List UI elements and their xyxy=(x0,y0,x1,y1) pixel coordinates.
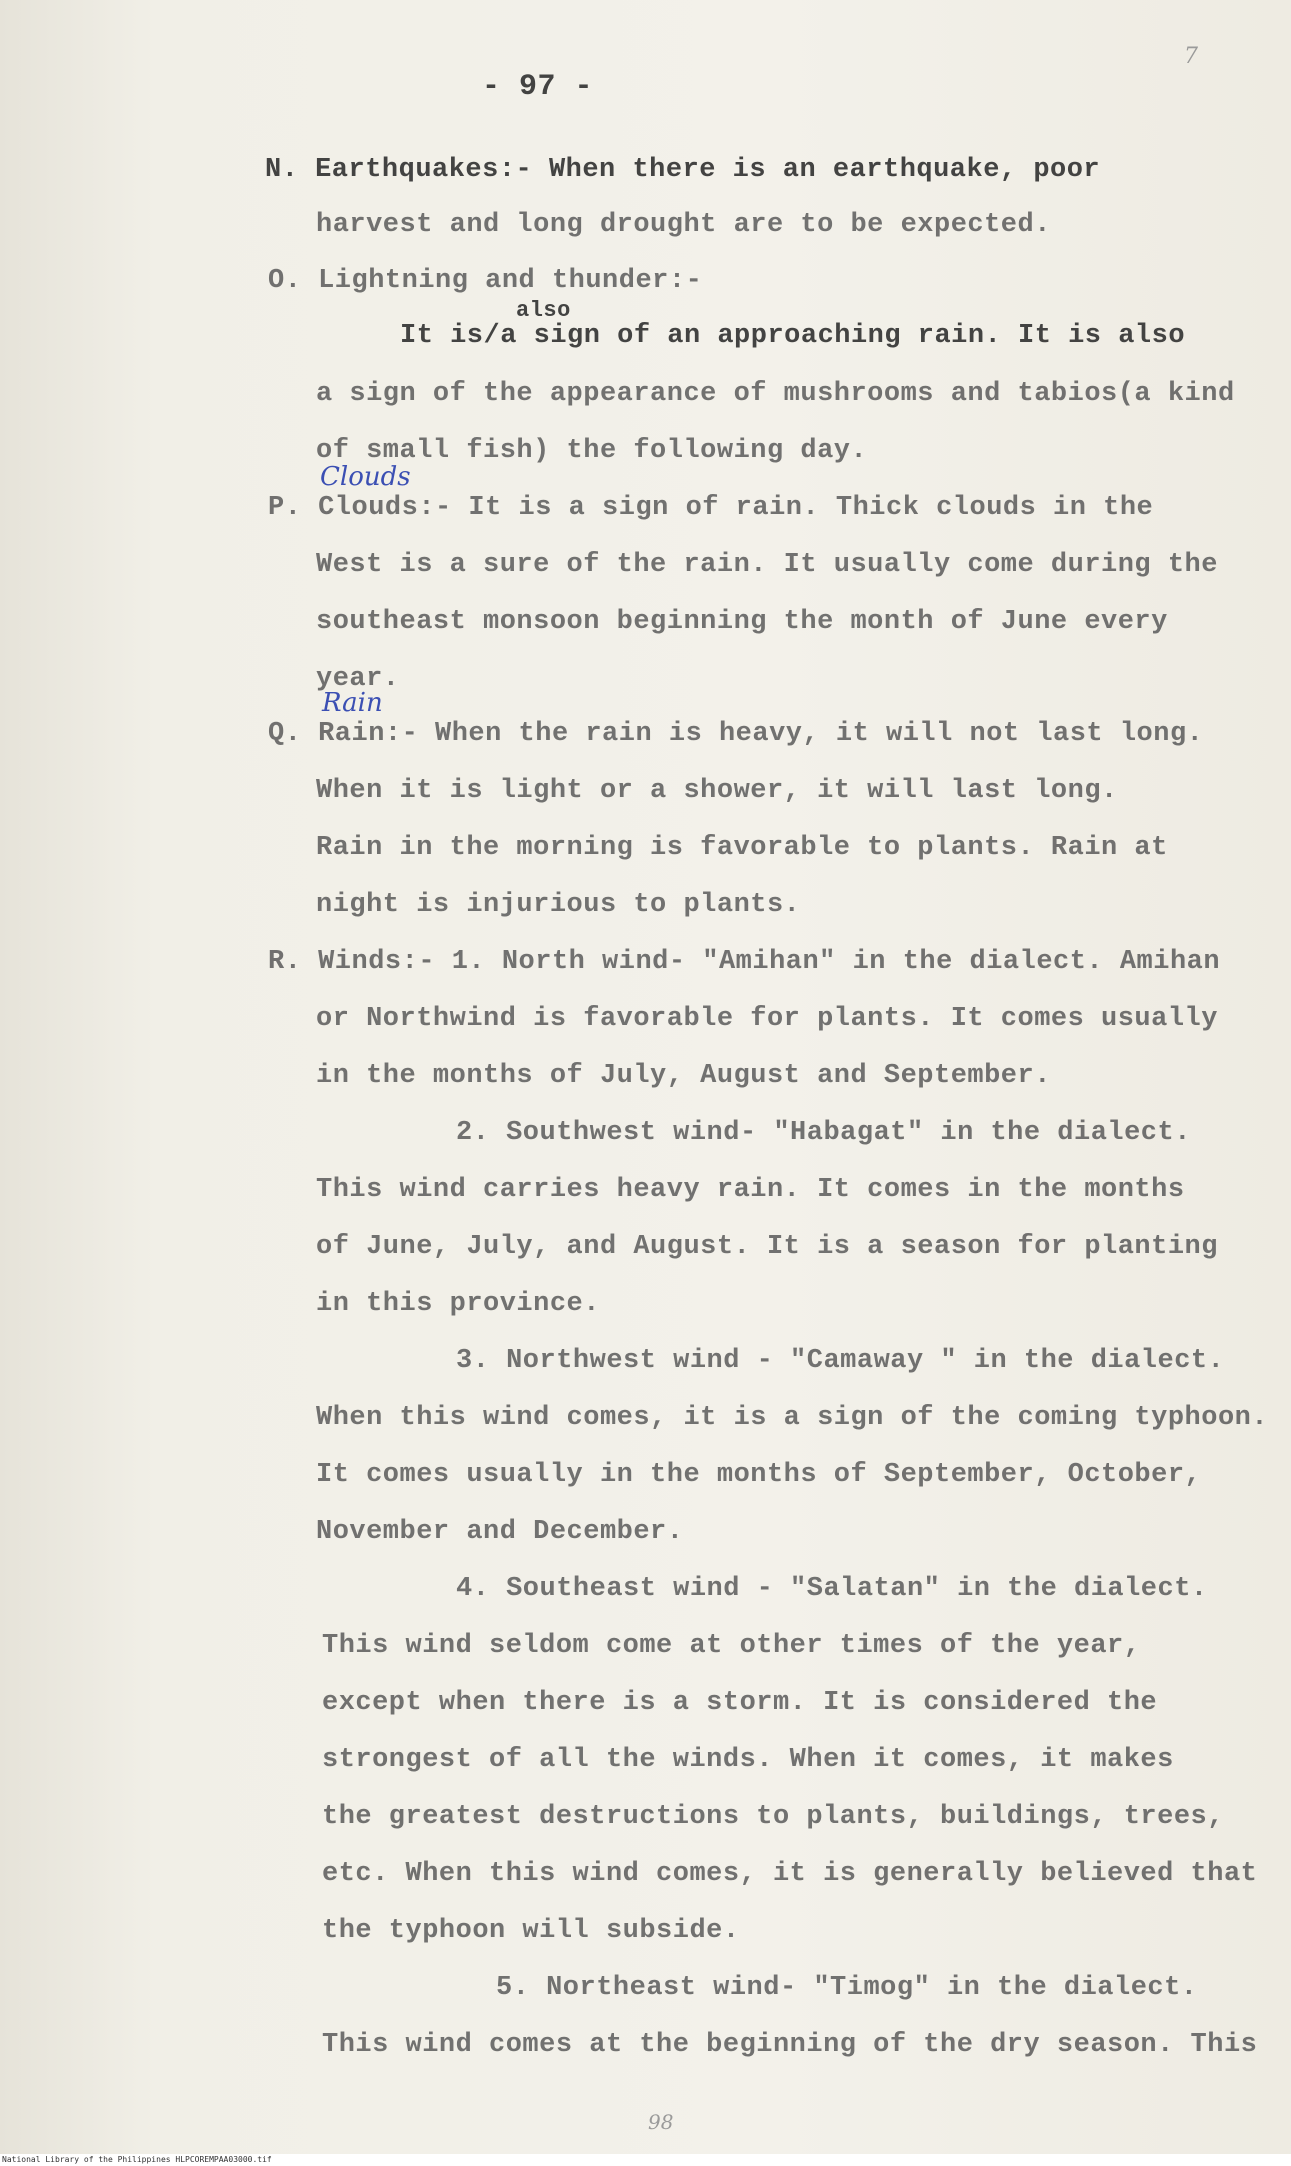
section-r-line-2: or Northwind is favorable for plants. It comes usually xyxy=(316,1004,1218,1034)
southeast-wind-line-5: the greatest destructions to plants, buildings, trees, xyxy=(322,1802,1224,1832)
northwest-wind-line-2: When this wind comes, it is a sign of the coming typhoon. xyxy=(316,1403,1269,1433)
section-o-heading: O. Lightning and thunder:- xyxy=(268,266,703,296)
southeast-wind-line-2: This wind seldom come at other times of the year, xyxy=(322,1631,1141,1661)
handwritten-clouds: Clouds xyxy=(320,462,411,492)
southwest-wind-line-3: of June, July, and August. It is a season for planting xyxy=(316,1232,1218,1262)
northwest-wind-line-3: It comes usually in the months of September, October, xyxy=(316,1460,1202,1490)
southeast-wind-line-7: the typhoon will subside. xyxy=(322,1916,740,1946)
southwest-wind-line-2: This wind carries heavy rain. It comes in the months xyxy=(316,1175,1185,1205)
southeast-wind-line-1: 4. Southeast wind - "Salatan" in the dialect. xyxy=(456,1574,1208,1604)
section-p-line-4: year. xyxy=(316,664,400,694)
section-q-line-1: Q. Rain:- When the rain is heavy, it will not last long. xyxy=(268,719,1204,749)
handwritten-rain: Rain xyxy=(322,688,383,718)
southeast-wind-line-3: except when there is a storm. It is considered the xyxy=(322,1688,1158,1718)
section-n-line-2: harvest and long drought are to be expected. xyxy=(316,210,1051,240)
section-o-line-3: a sign of the appearance of mushrooms and tabios(a kind xyxy=(316,379,1235,409)
northeast-wind-line-2: This wind comes at the beginning of the dry season. This xyxy=(322,2030,1258,2060)
scan-source-footer: National Library of the Philippines HLPCOREMPAA03000.tif xyxy=(0,2154,1291,2166)
northwest-wind-line-1: 3. Northwest wind - "Camaway " in the dialect. xyxy=(456,1346,1225,1376)
section-p-line-2: West is a sure of the rain. It usually come during the xyxy=(316,550,1218,580)
page-number: - 97 - xyxy=(482,70,594,104)
section-q-line-4: night is injurious to plants. xyxy=(316,890,801,920)
section-n-line-1: N. Earthquakes:- When there is an earthquake, poor xyxy=(265,155,1101,185)
section-r-line-3: in the months of July, August and September. xyxy=(316,1061,1051,1091)
section-p-line-3: southeast monsoon beginning the month of June every xyxy=(316,607,1168,637)
typed-insert-also: also xyxy=(516,298,571,323)
southwest-wind-line-1: 2. Southwest wind- "Habagat" in the dialect. xyxy=(456,1118,1191,1148)
northeast-wind-line-1: 5. Northeast wind- "Timog" in the dialect. xyxy=(496,1973,1198,2003)
section-r-line-1: R. Winds:- 1. North wind- "Amihan" in the dialect. Amihan xyxy=(268,947,1221,977)
corner-page-mark: 7 xyxy=(1184,44,1198,69)
section-p-line-1: P. Clouds:- It is a sign of rain. Thick clouds in the xyxy=(268,493,1154,523)
section-q-line-3: Rain in the morning is favorable to plants. Rain at xyxy=(316,833,1168,863)
northwest-wind-line-4: November and December. xyxy=(316,1517,684,1547)
southwest-wind-line-4: in this province. xyxy=(316,1289,600,1319)
section-q-line-2: When it is light or a shower, it will last long. xyxy=(316,776,1118,806)
section-o-line-2: It is/a sign of an approaching rain. It is also xyxy=(400,321,1186,351)
section-o-line-4: of small fish) the following day. xyxy=(316,436,868,466)
southeast-wind-line-4: strongest of all the winds. When it comes, it makes xyxy=(322,1745,1174,1775)
bottom-page-mark: 98 xyxy=(648,2110,674,2134)
southeast-wind-line-6: etc. When this wind comes, it is generally believed that xyxy=(322,1859,1258,1889)
